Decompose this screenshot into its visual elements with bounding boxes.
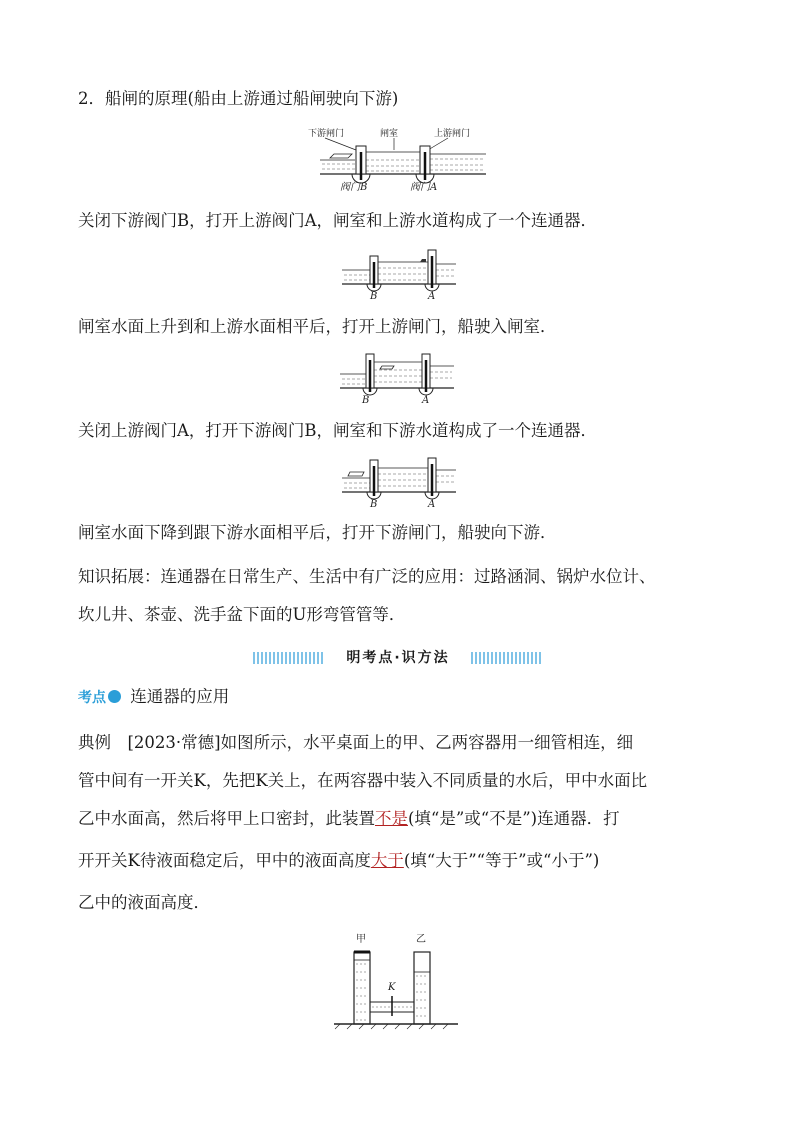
kaodian-row: [78, 686, 229, 709]
label-downstream-gate: 下游闸门: [308, 129, 345, 139]
label-upstream-gate: 上游闸门: [434, 129, 471, 139]
ship-lock-figure-4: [338, 452, 458, 510]
step-2-text: 闸室水面上升到和上游水面相平后，打开上游闸门，船驶入闸室．: [78, 317, 557, 336]
step-1-text: 关闭下游阀门B，打开上游阀门A，闸室和上游水道构成了一个连通器．: [78, 211, 598, 230]
step-4-text: 闸室水面下降到跟下游水面相平后，打开下游闸门，船驶向下游．: [78, 523, 557, 542]
ship-lock-figure-3: [336, 348, 456, 406]
label-valve-a: 阀门A: [410, 182, 438, 193]
example-line-4-end: (填“大于”“等于”或“小于”): [403, 851, 600, 870]
ship-lock-figure-2: [338, 244, 458, 302]
example-line-3-end: (填“是”或“不是”)连通器．打: [408, 809, 620, 828]
example-line-5: 乙中的液面高度．: [78, 893, 210, 912]
example-line-3-start: 乙中水面高，然后将甲上口密封，此装置: [78, 809, 375, 828]
kaodian-dot-icon: [108, 690, 121, 703]
kaodian-label: 考点: [78, 690, 106, 706]
label-a: A: [428, 291, 436, 302]
example-line-4: [78, 850, 599, 872]
step-3-text: 关闭上游阀门A，打开下游阀门B，闸室和下游水道构成了一个连通器．: [78, 421, 598, 440]
label-b: B: [370, 499, 378, 510]
ship-lock-figure-1: [300, 124, 490, 194]
example-line-3: [78, 808, 620, 830]
label-lock-chamber: 闸室: [380, 129, 399, 139]
extension-line-1: 知识拓展：连通器在日常生产、生活中有广泛的应用：过路涵洞、锅炉水位计、: [78, 567, 656, 586]
banner-stripe-right: [471, 652, 543, 664]
label-yi: 乙: [416, 934, 426, 945]
example-line-2: 管中间有一开关K，先把K关上，在两容器中装入不同质量的水后，甲中水面比: [78, 771, 648, 790]
label-b: B: [370, 291, 378, 302]
example-line-4-start: 开开关K待液面稳定后，甲中的液面高度: [78, 851, 371, 870]
label-k: K: [388, 982, 396, 993]
label-b: B: [362, 395, 370, 406]
label-a: A: [428, 499, 436, 510]
label-valve-b: 阀门B: [340, 182, 368, 193]
extension-line-2: 坎儿井、茶壶、洗手盆下面的U形弯管管等．: [78, 605, 406, 624]
answer-2: 大于: [370, 851, 404, 870]
label-a: A: [422, 395, 430, 406]
example-line-1: 典例 [2023·常德]如图所示，水平桌面上的甲、乙两容器用一细管相连，细: [78, 733, 634, 752]
section-banner: [253, 648, 543, 668]
banner-title: 明考点·识方法: [346, 650, 450, 666]
section-heading: 2．船闸的原理(船由上游通过船闸驶向下游): [78, 89, 399, 108]
connected-containers-figure: [330, 930, 462, 1030]
kaodian-title: 连通器的应用: [130, 687, 230, 706]
answer-1: 不是: [375, 809, 408, 828]
banner-stripe-left: [253, 652, 325, 664]
label-jia: 甲: [356, 934, 366, 945]
